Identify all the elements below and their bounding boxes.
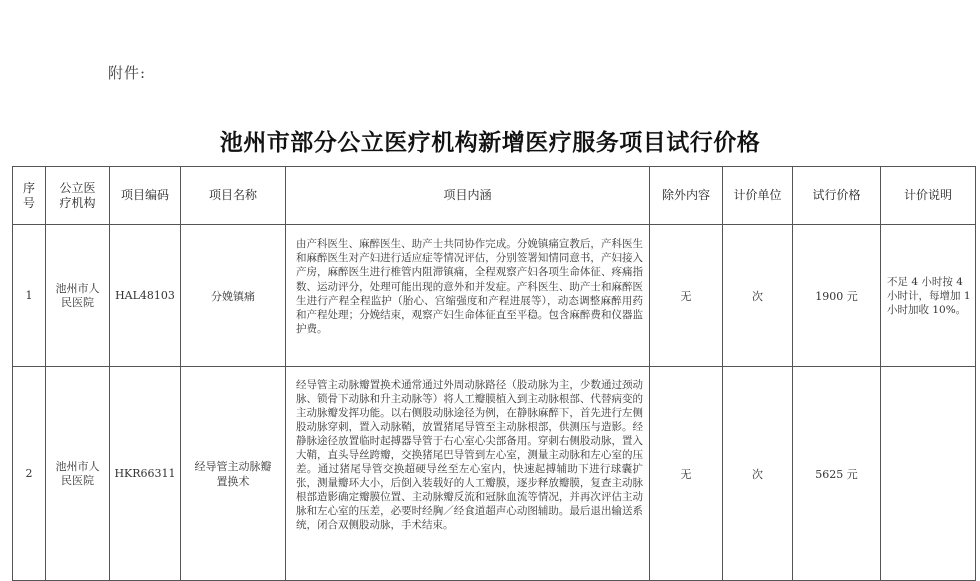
cell-name: 分娩镇痛 (181, 225, 286, 367)
col-header-content: 项目内涵 (286, 167, 650, 225)
price-table (12, 166, 976, 581)
cell-name: 经导管主动脉瓣置换术 (181, 367, 286, 581)
col-header-unit: 计价单位 (723, 167, 793, 225)
cell-note: 不足 4 小时按 4 小时计，每增加 1 小时加收 10%。 (881, 225, 976, 367)
cell-institution: 池州市人民医院 (46, 367, 110, 581)
cell-institution: 池州市人民医院 (46, 225, 110, 367)
cell-exclusion: 无 (650, 225, 723, 367)
col-header-name: 项目名称 (181, 167, 286, 225)
cell-note (881, 367, 976, 581)
header-row (13, 167, 976, 225)
col-header-price: 试行价格 (793, 167, 881, 225)
cell-unit: 次 (723, 367, 793, 581)
cell-unit: 次 (723, 225, 793, 367)
col-header-code: 项目编码 (110, 167, 181, 225)
col-header-no: 序号 (13, 167, 46, 225)
cell-code: HAL48103 (110, 225, 181, 367)
col-header-exclusion: 除外内容 (650, 167, 723, 225)
cell-exclusion: 无 (650, 367, 723, 581)
table-row (13, 367, 976, 581)
cell-price: 1900 元 (793, 225, 881, 367)
attachment-label: 附件: (108, 64, 147, 82)
table-row (13, 225, 976, 367)
col-header-institution: 公立医疗机构 (46, 167, 110, 225)
col-header-note: 计价说明 (881, 167, 976, 225)
cell-no: 2 (13, 367, 46, 581)
cell-no: 1 (13, 225, 46, 367)
document-title: 池州市部分公立医疗机构新增医疗服务项目试行价格 (219, 129, 761, 156)
cell-price: 5625 元 (793, 367, 881, 581)
cell-content: 由产科医生、麻醉医生、助产士共同协作完成。分娩镇痛宣教后，产科医生和麻醉医生对产妇进行适应症等情况评估，分别签署知情同意书，产妇接入产房，麻醉医生进行椎管内阻滞镇痛，全程观察产妇各项生命体征、疼痛指数、运动评分，处理可能出现的意外和并发症。产科医生、助产士和麻醉医生进行产程全程监护（胎心、宫缩强度和产程进展等），动态调整麻醉用药和产程处理；分娩结束，观察产妇生命体征直至平稳。包含麻醉费和仪器监护费。 (286, 225, 650, 367)
cell-content: 经导管主动脉瓣置换术通常通过外周动脉路径（股动脉为主，少数通过颈动脉、锁骨下动脉和升主动脉等）将人工瓣膜植入到主动脉根部、代替病变的主动脉瓣发挥功能。以右侧股动脉途径为例，在静脉麻醉下，首先进行左侧股动脉穿刺，置入动脉鞘，放置猪尾导管至主动脉根部，供测压与造影。经静脉途径放置临时起搏器导管于右心室心尖部备用。穿刺右侧股动脉，置入大鞘，直头导丝跨瓣，交换猪尾巴导管到左心室，测量主动脉和左心室的压差。通过猪尾导管交换超硬导丝至左心室内，快速起搏辅助下进行球囊扩张，测量瓣环大小，后倒入装载好的人工瓣膜，逐步释放瓣膜，复查主动脉根部造影确定瓣膜位置、主动脉瓣反流和冠脉血流等情况，并再次评估主动脉和左心室的压差，必要时经胸／经食道超声心动图辅助。最后退出输送系统，闭合双侧股动脉，手术结束。 (286, 367, 650, 581)
cell-code: HKR66311 (110, 367, 181, 581)
